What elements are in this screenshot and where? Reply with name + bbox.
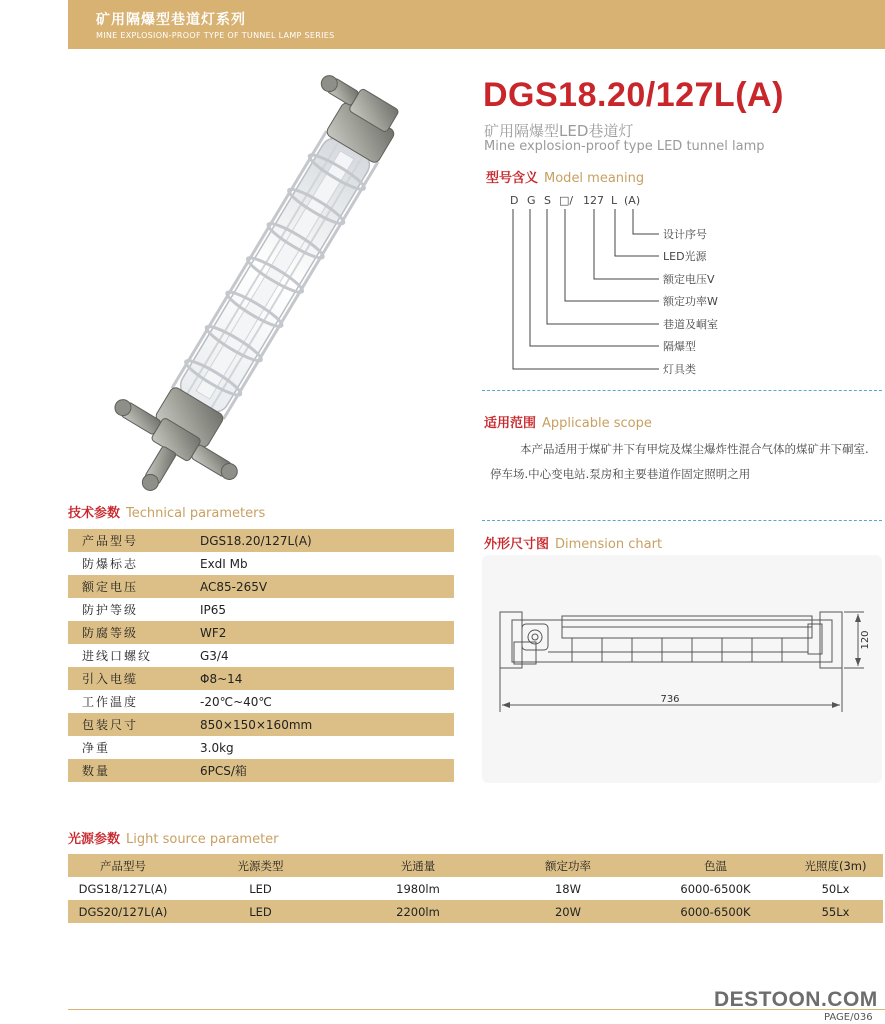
table-row [68, 759, 454, 782]
product-model-title: DGS18.20/127L(A) [483, 76, 784, 114]
param-key: 防护等级 [68, 598, 182, 621]
light-source-table [68, 854, 883, 923]
table-row [68, 877, 883, 900]
param-value: DGS18.20/127L(A) [182, 529, 454, 552]
table-cell: 2200lm [343, 900, 493, 923]
table-cell: 6000-6500K [680, 881, 751, 896]
column-header: 光源类型 [178, 854, 343, 877]
param-value: WF2 [182, 621, 454, 644]
table-row [68, 644, 454, 667]
param-value: ExdI Mb [182, 552, 454, 575]
model-label-lamp-class: 灯具类 [663, 363, 696, 376]
param-key: 引入电缆 [68, 667, 182, 690]
param-key: 产品型号 [68, 529, 182, 552]
page-number: PAGE/036 [824, 1012, 873, 1023]
table-row [68, 552, 454, 575]
table-cell: DGS20/127L(A) [68, 900, 178, 923]
dimension-heading [484, 533, 662, 552]
table-header-row [68, 854, 883, 877]
model-code-a: (A) [624, 194, 641, 207]
param-key: 额定电压 [68, 575, 182, 598]
param-value: -20℃~40℃ [182, 690, 454, 713]
tech-heading-en: Technical parameters [126, 506, 266, 521]
model-label-explosion-proof: 隔爆型 [663, 340, 696, 353]
model-code-g: G [527, 194, 536, 207]
model-code-s: S [544, 194, 551, 207]
param-key: 工作温度 [68, 690, 182, 713]
table-row [68, 667, 454, 690]
table-cell: 55Lx [788, 900, 883, 923]
model-code-l: L [611, 194, 618, 207]
column-header: 光通量 [343, 854, 493, 877]
model-label-design-no: 设计序号 [663, 228, 707, 241]
dimension-drawing [492, 590, 877, 720]
scope-heading [484, 412, 652, 431]
column-header: 产品型号 [68, 854, 178, 877]
tech-params-table [68, 529, 454, 782]
light-heading [68, 828, 279, 847]
series-title: 矿用隔爆型巷道灯系列 [96, 12, 246, 28]
param-value: G3/4 [182, 644, 454, 667]
dimension-length-label: 736 [660, 694, 680, 705]
scope-text: 本产品适用于煤矿井下有甲烷及煤尘爆炸性混合气体的煤矿井下硐室.停车场.中心变电站.泵房和主要巷道作固定照明之用 [490, 442, 869, 481]
table-cell: 18W [554, 881, 581, 896]
brand-logo: DESTOON.COM [714, 988, 878, 1011]
column-header: 光照度(3m) [788, 854, 883, 877]
model-meaning-diagram [505, 190, 755, 380]
table-row [68, 621, 454, 644]
param-key: 数量 [68, 759, 182, 782]
model-code-power: □/ [559, 194, 574, 207]
light-heading-cn: 光源参数 [68, 832, 121, 847]
table-row [68, 598, 454, 621]
model-label-power: 额定功率W [663, 295, 718, 308]
param-value: IP65 [182, 598, 454, 621]
tech-heading-cn: 技术参数 [68, 506, 121, 521]
divider-2 [482, 520, 882, 521]
param-key: 包装尺寸 [68, 713, 182, 736]
table-row [68, 713, 454, 736]
series-subtitle: MINE EXPLOSION-PROOF TYPE OF TUNNEL LAMP SERIES [96, 31, 335, 40]
model-code-d: D [510, 194, 519, 207]
param-value: Φ8~14 [182, 667, 454, 690]
dimension-height-label: 120 [860, 630, 871, 650]
param-value: 3.0kg [182, 736, 454, 759]
scope-heading-en: Applicable scope [542, 416, 652, 431]
model-code-voltage: 127 [583, 194, 604, 207]
column-header: 额定功率 [493, 854, 643, 877]
tech-heading [68, 502, 265, 521]
param-value: 850×150×160mm [182, 713, 454, 736]
table-row [68, 736, 454, 759]
param-key: 防腐等级 [68, 621, 182, 644]
lamp-product-image [70, 60, 470, 500]
param-value: 6PCS/箱 [182, 759, 454, 782]
table-row [68, 900, 883, 923]
param-key: 进线口螺纹 [68, 644, 182, 667]
model-label-voltage: 额定电压V [663, 273, 715, 286]
table-cell: 20W [493, 900, 643, 923]
table-cell: LED [249, 881, 272, 896]
table-cell: DGS18/127L(A) [78, 881, 168, 896]
dimension-heading-cn: 外形尺寸图 [484, 537, 550, 552]
product-name-en: Mine explosion-proof type LED tunnel lamp [484, 139, 765, 154]
light-heading-en: Light source parameter [126, 832, 279, 847]
model-meaning-heading-cn: 型号含义 [486, 171, 539, 186]
scope-heading-cn: 适用范围 [484, 416, 537, 431]
table-row [68, 690, 454, 713]
dimension-heading-en: Dimension chart [555, 537, 663, 552]
header-band [68, 0, 885, 49]
table-cell: 6000-6500K [643, 900, 788, 923]
model-meaning-heading-en: Model meaning [544, 171, 645, 186]
param-key: 净重 [68, 736, 182, 759]
column-header: 色温 [643, 854, 788, 877]
table-cell: 50Lx [821, 881, 850, 896]
table-row [68, 575, 454, 598]
table-row [68, 529, 454, 552]
divider-1 [482, 390, 882, 391]
param-key: 防爆标志 [68, 552, 182, 575]
product-name-cn: 矿用隔爆型LED巷道灯 [484, 122, 634, 140]
table-cell: 1980lm [396, 881, 440, 896]
model-label-tunnel: 巷道及峒室 [663, 318, 718, 331]
model-label-led: LED光源 [663, 250, 707, 263]
param-value: AC85-265V [182, 575, 454, 598]
table-cell: LED [178, 900, 343, 923]
model-meaning-heading [486, 167, 644, 186]
